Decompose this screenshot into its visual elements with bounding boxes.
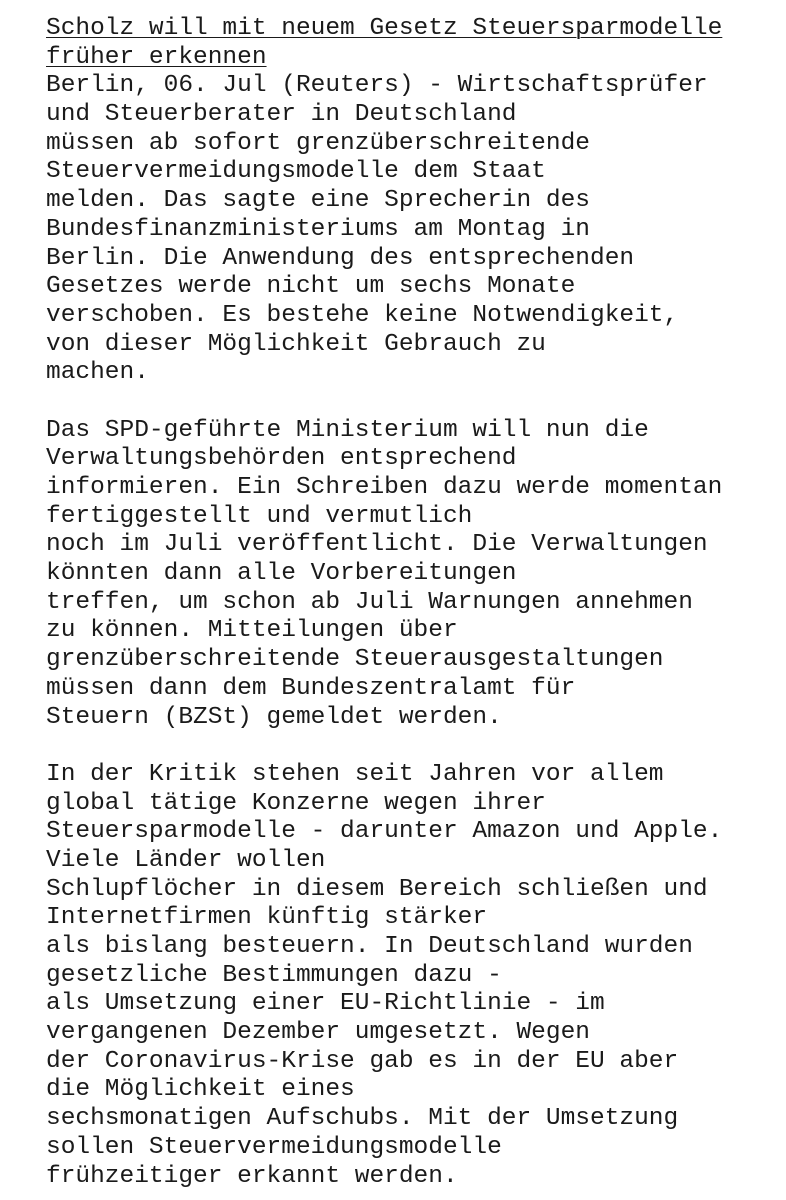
text-line: machen.: [46, 359, 149, 387]
paragraph-spacer: [46, 732, 776, 761]
text-line: melden. Das sagte eine Sprecherin des: [46, 187, 590, 215]
text-line: Steuern (BZSt) gemeldet werden.: [46, 703, 502, 731]
text-line: noch im Juli veröffentlicht. Die Verwaltungen: [46, 531, 708, 559]
text-line: treffen, um schon ab Juli Warnungen annehmen: [46, 588, 693, 616]
text-line: müssen dann dem Bundeszentralamt für: [46, 674, 576, 702]
text-line: Steuersparmodelle - darunter Amazon und Apple.: [46, 818, 723, 846]
text-line: Schlupflöcher in diesem Bereich schließen und: [46, 875, 708, 903]
text-line: vergangenen Dezember umgesetzt. Wegen: [46, 1019, 590, 1047]
text-line: als Umsetzung einer EU-Richtlinie - im: [46, 990, 605, 1018]
text-line: als bislang besteuern. In Deutschland wurden: [46, 933, 693, 960]
text-line: Verwaltungsbehörden entsprechend: [46, 445, 517, 473]
text-line: der Coronavirus-Krise gab es in der EU aber: [46, 1047, 679, 1075]
text-line: und Steuerberater in Deutschland: [46, 101, 517, 129]
text-line: Das SPD-geführte Ministerium will nun die: [46, 416, 649, 444]
text-line: frühzeitiger erkannt werden.: [46, 1162, 458, 1190]
text-line: global tätige Konzerne wegen ihrer: [46, 789, 546, 817]
text-line: Bundesfinanzministeriums am Montag in: [46, 215, 590, 243]
text-line: von dieser Möglichkeit Gebrauch zu: [46, 330, 546, 358]
paragraph-3: [46, 761, 776, 1191]
text-line: verschoben. Es bestehe keine Notwendigkeit,: [46, 301, 679, 329]
text-line: Berlin, 06. Jul (Reuters) - Wirtschaftsprüfer: [46, 72, 708, 100]
text-line: die Möglichkeit eines: [46, 1076, 355, 1104]
text-line: könnten dann alle Vorbereitungen: [46, 560, 517, 588]
text-line: Internetfirmen künftig stärker: [46, 904, 488, 932]
article-headline: [46, 15, 776, 72]
text-line: Berlin. Die Anwendung des entsprechenden: [46, 244, 635, 272]
text-line: gesetzliche Bestimmungen dazu -: [46, 961, 502, 989]
text-line: fertiggestellt und vermutlich: [46, 502, 473, 530]
text-line: grenzüberschreitende Steuerausgestaltungen: [46, 646, 664, 674]
article: [46, 15, 776, 1191]
paragraph-1: [46, 72, 776, 388]
text-line: Viele Länder wollen: [46, 846, 326, 874]
text-line: Steuervermeidungsmodelle dem Staat: [46, 158, 546, 186]
text-line: informieren. Ein Schreiben dazu werde momentan: [46, 474, 723, 501]
headline-line: Scholz will mit neuem Gesetz Steuersparmodelle: [46, 15, 723, 42]
paragraph-2: [46, 417, 776, 733]
text-line: sollen Steuervermeidungsmodelle: [46, 1133, 502, 1161]
text-line: In der Kritik stehen seit Jahren vor allem: [46, 760, 664, 788]
text-line: zu können. Mitteilungen über: [46, 617, 458, 645]
headline-line: früher erkennen: [46, 43, 267, 71]
text-line: sechsmonatigen Aufschubs. Mit der Umsetzung: [46, 1105, 679, 1133]
text-line: müssen ab sofort grenzüberschreitende: [46, 129, 590, 157]
paragraph-spacer: [46, 388, 776, 417]
text-line: Gesetzes werde nicht um sechs Monate: [46, 273, 576, 301]
